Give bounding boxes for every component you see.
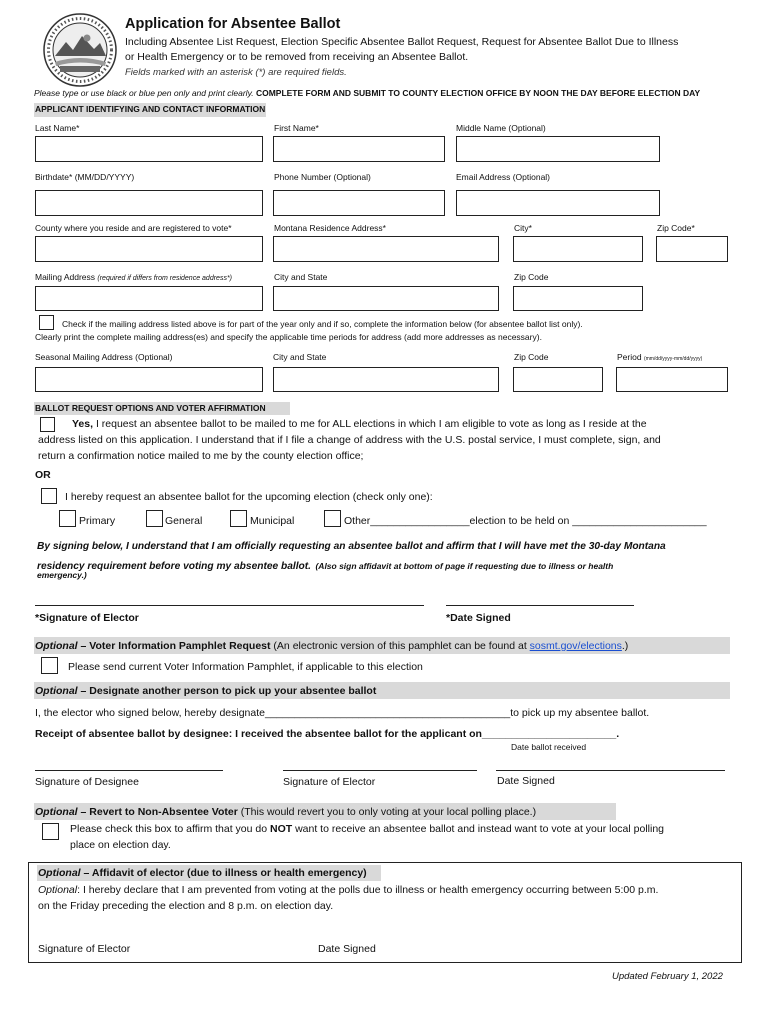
other-election-text: Other_________________election to be held on _______________________ <box>344 515 707 527</box>
primary-checkbox[interactable] <box>59 510 76 527</box>
county-field[interactable] <box>35 236 263 262</box>
residence-address-label: Montana Residence Address* <box>274 223 386 233</box>
pamphlet-heading: Optional – Voter Information Pamphlet Request (An electronic version of this pamphlet can be found at sosmt.gov/elections.) <box>35 640 629 652</box>
revert-text-line-1: Please check this box to affirm that you do NOT want to receive an absentee ballot and instead want to vote at your local polling <box>70 823 664 835</box>
affirmation-line-2: residency requirement before voting my absentee ballot. (Also sign affidavit at bottom of page if requesting due to illness or health <box>37 561 614 572</box>
zip-field[interactable] <box>656 236 728 262</box>
elector-signature-label: *Signature of Elector <box>35 612 139 624</box>
designee-date-signed-line[interactable] <box>496 770 725 771</box>
or-label: OR <box>35 469 51 481</box>
receipt-text: Receipt of absentee ballot by designee: I received the absentee ballot for the applicant on_______________________. <box>35 728 620 740</box>
designee-elector-signature-line[interactable] <box>283 770 477 771</box>
middle-name-field[interactable] <box>456 136 660 162</box>
city-label: City* <box>514 223 532 233</box>
seasonal-address-label: Seasonal Mailing Address (Optional) <box>35 352 173 362</box>
all-elections-checkbox[interactable] <box>40 417 55 432</box>
yes-text-line-3: return a confirmation notice mailed to me by the county election office; <box>38 450 364 462</box>
seasonal-city-state-field[interactable] <box>273 367 499 392</box>
revert-text-line-2: place on election day. <box>70 839 171 851</box>
affidavit-date-label: Date Signed <box>318 943 376 955</box>
pamphlet-checkbox[interactable] <box>41 657 58 674</box>
designee-date-signed-label: Date Signed <box>497 775 555 787</box>
updated-date: Updated February 1, 2022 <box>612 971 723 982</box>
seasonal-zip-label: Zip Code <box>514 352 549 362</box>
period-field[interactable] <box>616 367 728 392</box>
email-field[interactable] <box>456 190 660 216</box>
elector-signature-line[interactable] <box>35 605 424 606</box>
subtitle-line-1: Including Absentee List Request, Election Specific Absentee Ballot Request, Request for Absentee Ballot Due to Illness <box>125 36 679 48</box>
general-checkbox[interactable] <box>146 510 163 527</box>
designee-heading: Optional – Designate another person to pick up your absentee ballot <box>35 685 377 697</box>
affidavit-heading: Optional – Affidavit of elector (due to illness or health emergency) <box>38 867 367 879</box>
first-name-field[interactable] <box>273 136 445 162</box>
ballot-section-heading: BALLOT REQUEST OPTIONS AND VOTER AFFIRMATION <box>35 403 266 413</box>
mailing-zip-field[interactable] <box>513 286 643 311</box>
other-checkbox[interactable] <box>324 510 341 527</box>
mailing-address-label: Mailing Address (required if differs from residence address*) <box>35 272 233 282</box>
last-name-label: Last Name* <box>35 123 80 133</box>
instructions: Please type or use black or blue pen only and print clearly. COMPLETE FORM AND SUBMIT TO COUNTY ELECTION OFFICE BY NOON THE DAY BEFORE ELECTION DAY <box>34 88 701 98</box>
applicant-section-heading: APPLICANT IDENTIFYING AND CONTACT INFORMATION <box>35 104 266 114</box>
county-label: County where you reside and are registered to vote* <box>35 223 232 233</box>
mailing-city-state-label: City and State <box>274 272 328 282</box>
revert-heading: Optional – Revert to Non-Absentee Voter (This would revert you to only voting at your local polling place.) <box>35 806 537 818</box>
date-signed-label: *Date Signed <box>446 612 511 624</box>
middle-name-label: Middle Name (Optional) <box>456 123 546 133</box>
phone-field[interactable] <box>273 190 445 216</box>
upcoming-election-checkbox[interactable] <box>41 488 57 504</box>
primary-label: Primary <box>79 515 116 527</box>
seasonal-instructions: Clearly print the complete mailing address(es) and specify the applicable time periods for address (add more addresses as necessary). <box>35 332 542 342</box>
municipal-checkbox[interactable] <box>230 510 247 527</box>
seasonal-zip-field[interactable] <box>513 367 603 392</box>
mailing-zip-label: Zip Code <box>514 272 549 282</box>
zip-label: Zip Code* <box>657 223 695 233</box>
yes-text-line-1: Yes, I request an absentee ballot to be mailed to me for ALL elections in which I am eligible to vote as long as I reside at the <box>72 418 647 430</box>
municipal-label: Municipal <box>250 515 295 527</box>
email-label: Email Address (Optional) <box>456 172 551 182</box>
seasonal-city-state-label: City and State <box>273 352 327 362</box>
required-note: Fields marked with an asterisk (*) are required fields. <box>125 67 347 78</box>
subtitle-line-2: or Health Emergency or to be removed from receiving an Absentee Ballot. <box>125 51 469 63</box>
designee-elector-signature-label: Signature of Elector <box>283 776 376 788</box>
birthdate-label: Birthdate* (MM/DD/YYYY) <box>35 172 135 182</box>
first-name-label: First Name* <box>274 123 319 133</box>
affidavit-text-line-1: Optional: I hereby declare that I am prevented from voting at the polls due to illness or health emergency occurring between 5:00 p.m. <box>38 884 659 896</box>
designee-signature-line[interactable] <box>35 770 223 771</box>
yes-text-line-2: address listed on this application. I understand that if I file a change of address with the U.S. postal service, I must complete, sign, and <box>38 434 661 446</box>
general-label: General <box>165 515 203 527</box>
residence-address-field[interactable] <box>273 236 499 262</box>
state-seal-logo <box>42 12 118 88</box>
page-title: Application for Absentee Ballot <box>125 16 341 32</box>
seasonal-address-field[interactable] <box>35 367 263 392</box>
seasonal-check-text: Check if the mailing address listed above is for part of the year only and if so, complete the information below (for absentee ballot list only). <box>62 319 583 329</box>
affirmation-line-1: By signing below, I understand that I am officially requesting an absentee ballot and affirm that I will have met the 30-day Montana <box>37 541 666 552</box>
affidavit-text-line-2: on the Friday preceding the election and 8 p.m. on election day. <box>38 900 334 912</box>
mailing-address-field[interactable] <box>35 286 263 311</box>
affidavit-signature-label: Signature of Elector <box>38 943 131 955</box>
upcoming-election-text: I hereby request an absentee ballot for the upcoming election (check only one): <box>65 491 433 503</box>
revert-checkbox[interactable] <box>42 823 59 840</box>
designee-signature-label: Signature of Designee <box>35 776 139 788</box>
last-name-field[interactable] <box>35 136 263 162</box>
date-signed-line[interactable] <box>446 605 634 606</box>
pamphlet-check-text: Please send current Voter Information Pamphlet, if applicable to this election <box>68 661 423 673</box>
date-ballot-received-label: Date ballot received <box>511 742 587 752</box>
city-field[interactable] <box>513 236 643 262</box>
affirmation-line-3: emergency.) <box>37 570 87 580</box>
phone-label: Phone Number (Optional) <box>274 172 371 182</box>
seasonal-address-checkbox[interactable] <box>39 315 54 330</box>
birthdate-field[interactable] <box>35 190 263 216</box>
period-label: Period (mm/dd/yyyy-mm/dd/yyyy) <box>617 352 703 362</box>
designate-text: I, the elector who signed below, hereby designate__________________________________________to pick up my absentee ballot. <box>35 707 650 719</box>
mailing-city-state-field[interactable] <box>273 286 499 311</box>
sosmt-elections-link[interactable]: sosmt.gov/elections <box>529 640 622 652</box>
